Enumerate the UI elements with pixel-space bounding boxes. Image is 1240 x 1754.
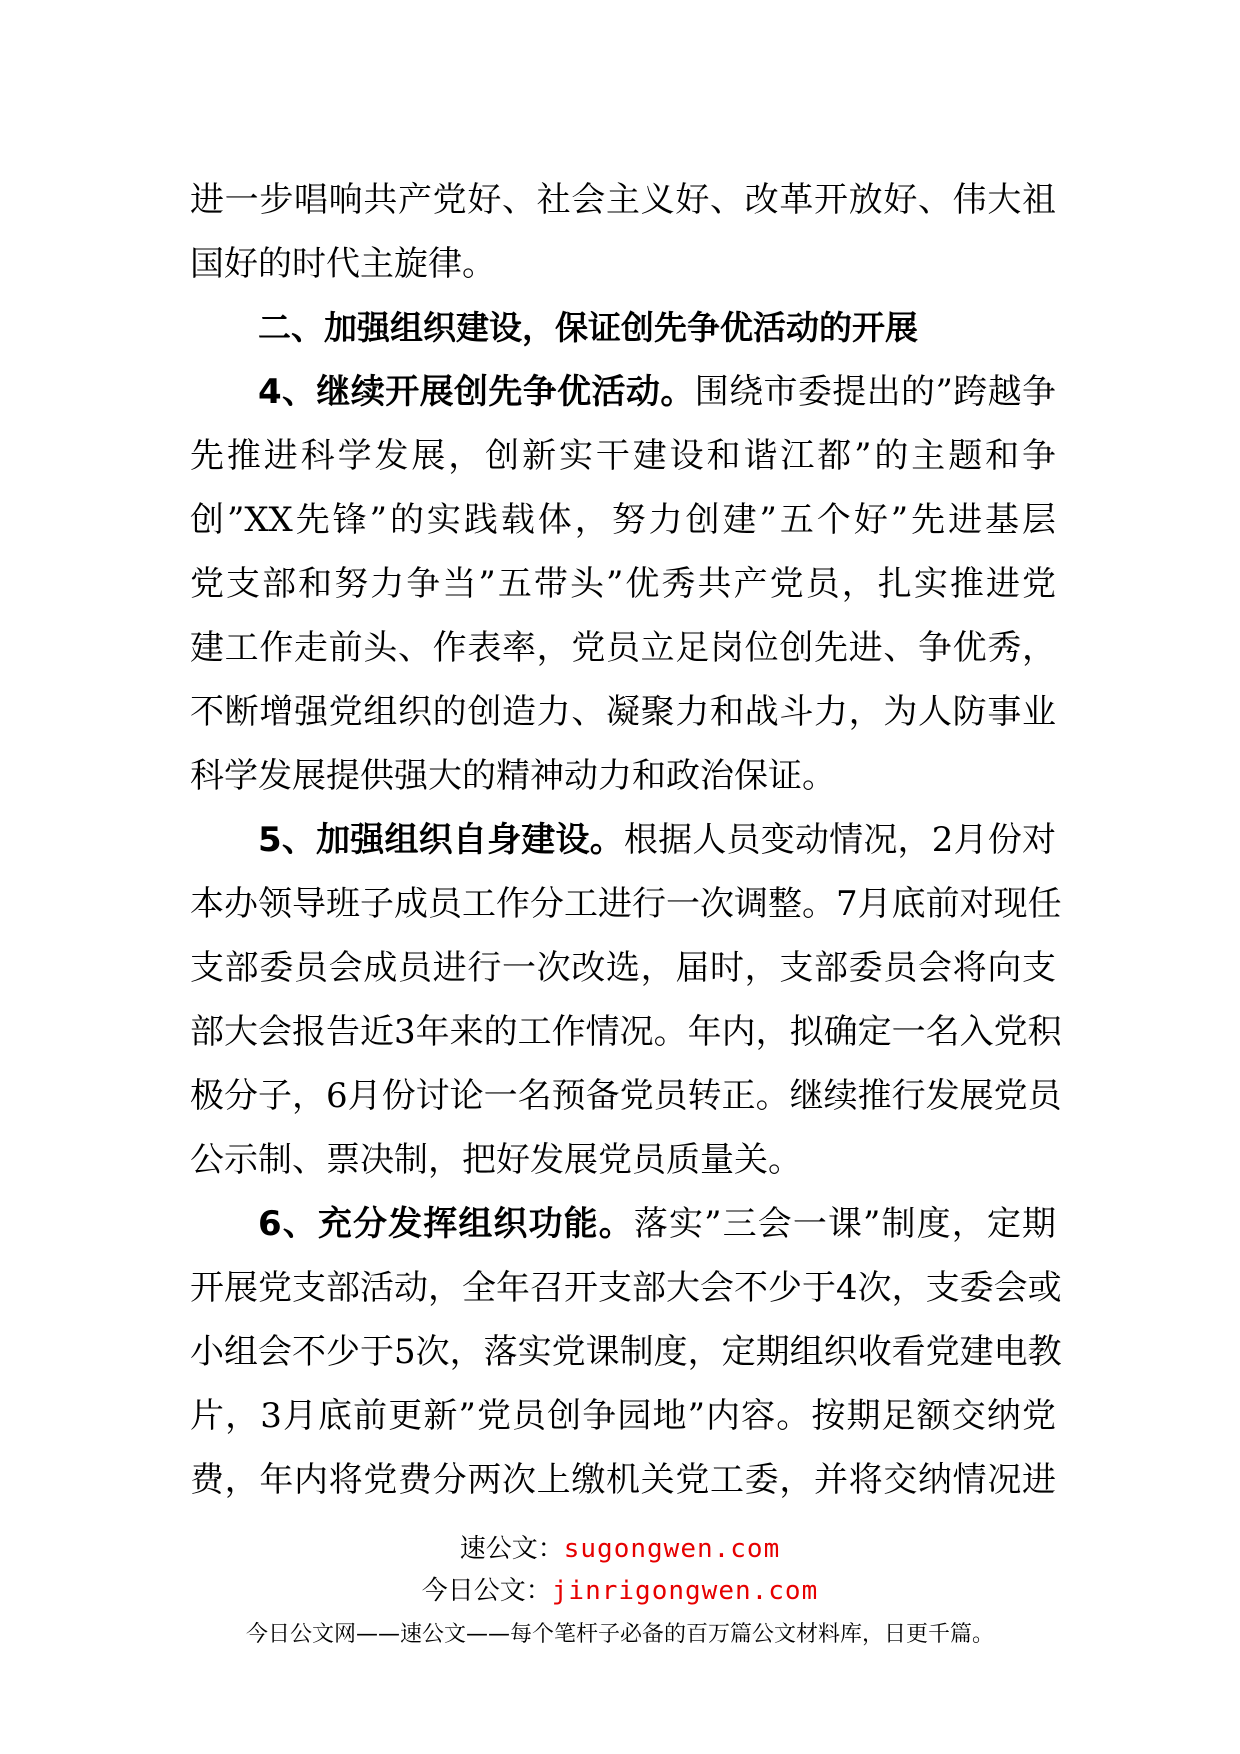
text-line: 开展党支部活动，全年召开支部大会不少于4次，支委会或	[190, 1268, 1062, 1308]
text-line: 本办领导班子成员工作分工进行一次调整。7月底前对现任	[190, 884, 1062, 924]
text-line: 建工作走前头、作表率，党员立足岗位创先进、争优秀，	[190, 628, 1056, 668]
text-line: 国好的时代主旋律。	[190, 244, 496, 284]
footer-link-sugongwen[interactable]: sugongwen.com	[563, 1534, 781, 1564]
item-first-rest: 围绕市委提出的”跨越争	[694, 372, 1056, 412]
footer-sugongwen	[0, 1532, 1240, 1566]
footer-link-jinrigongwen[interactable]: jinrigongwen.com	[551, 1576, 819, 1606]
paragraph-item-5	[190, 808, 1062, 1192]
footer-label: 速公文：	[459, 1534, 564, 1564]
item-first-rest: 落实”三会一课”制度，定期	[633, 1204, 1056, 1244]
text-line: 不断增强党组织的创造力、凝聚力和战斗力，为人防事业	[190, 692, 1056, 732]
text-line: 支部委员会成员进行一次改选，届时，支部委员会将向支	[190, 948, 1056, 988]
item-lead: 4、继续开展创先争优活动。	[258, 372, 695, 412]
text-line-first	[190, 808, 1056, 872]
text-line: 片，3月底前更新”党员创争园地”内容。按期足额交纳党	[190, 1396, 1056, 1436]
text-line-first	[190, 360, 1056, 424]
text-line: 党支部和努力争当”五带头”优秀共产党员，扎实推进党	[190, 564, 1056, 604]
text-line: 小组会不少于5次，落实党课制度，定期组织收看党建电教	[190, 1332, 1062, 1372]
text-line: 极分子，6月份讨论一名预备党员转正。继续推行发展党员	[190, 1076, 1062, 1116]
text-line: 费，年内将党费分两次上缴机关党工委，并将交纳情况进	[190, 1460, 1056, 1500]
text-line: 创”XX先锋”的实践载体，努力创建”五个好”先进基层	[190, 500, 1056, 540]
footer-label: 今日公文：	[421, 1576, 552, 1606]
paragraph-item-4	[190, 360, 1056, 808]
document-body	[190, 168, 1062, 1512]
footer-jinrigongwen	[0, 1574, 1240, 1608]
item-lead: 6、充分发挥组织功能。	[258, 1204, 634, 1244]
footer-tagline: 今日公文网——速公文——每个笔杆子必备的百万篇公文材料库，日更千篇。	[245, 1622, 994, 1647]
text-line: 科学发展提供强大的精神动力和政治保证。	[190, 756, 836, 796]
text-line-first	[190, 1192, 1056, 1256]
item-first-rest: 根据人员变动情况，2月份对	[623, 820, 1056, 860]
text-line: 先推进科学发展，创新实干建设和谐江都”的主题和争	[190, 436, 1056, 476]
paragraph-continuation	[190, 168, 1056, 296]
section-heading: 二、加强组织建设，保证创先争优活动的开展	[258, 308, 918, 347]
text-line: 公示制、票决制，把好发展党员质量关。	[190, 1140, 802, 1180]
item-lead: 5、加强组织自身建设。	[258, 820, 624, 860]
text-line: 进一步唱响共产党好、社会主义好、改革开放好、伟大祖	[190, 180, 1056, 220]
text-line: 部大会报告近3年来的工作情况。年内，拟确定一名入党积	[190, 1012, 1062, 1052]
paragraph-item-6	[190, 1192, 1062, 1512]
